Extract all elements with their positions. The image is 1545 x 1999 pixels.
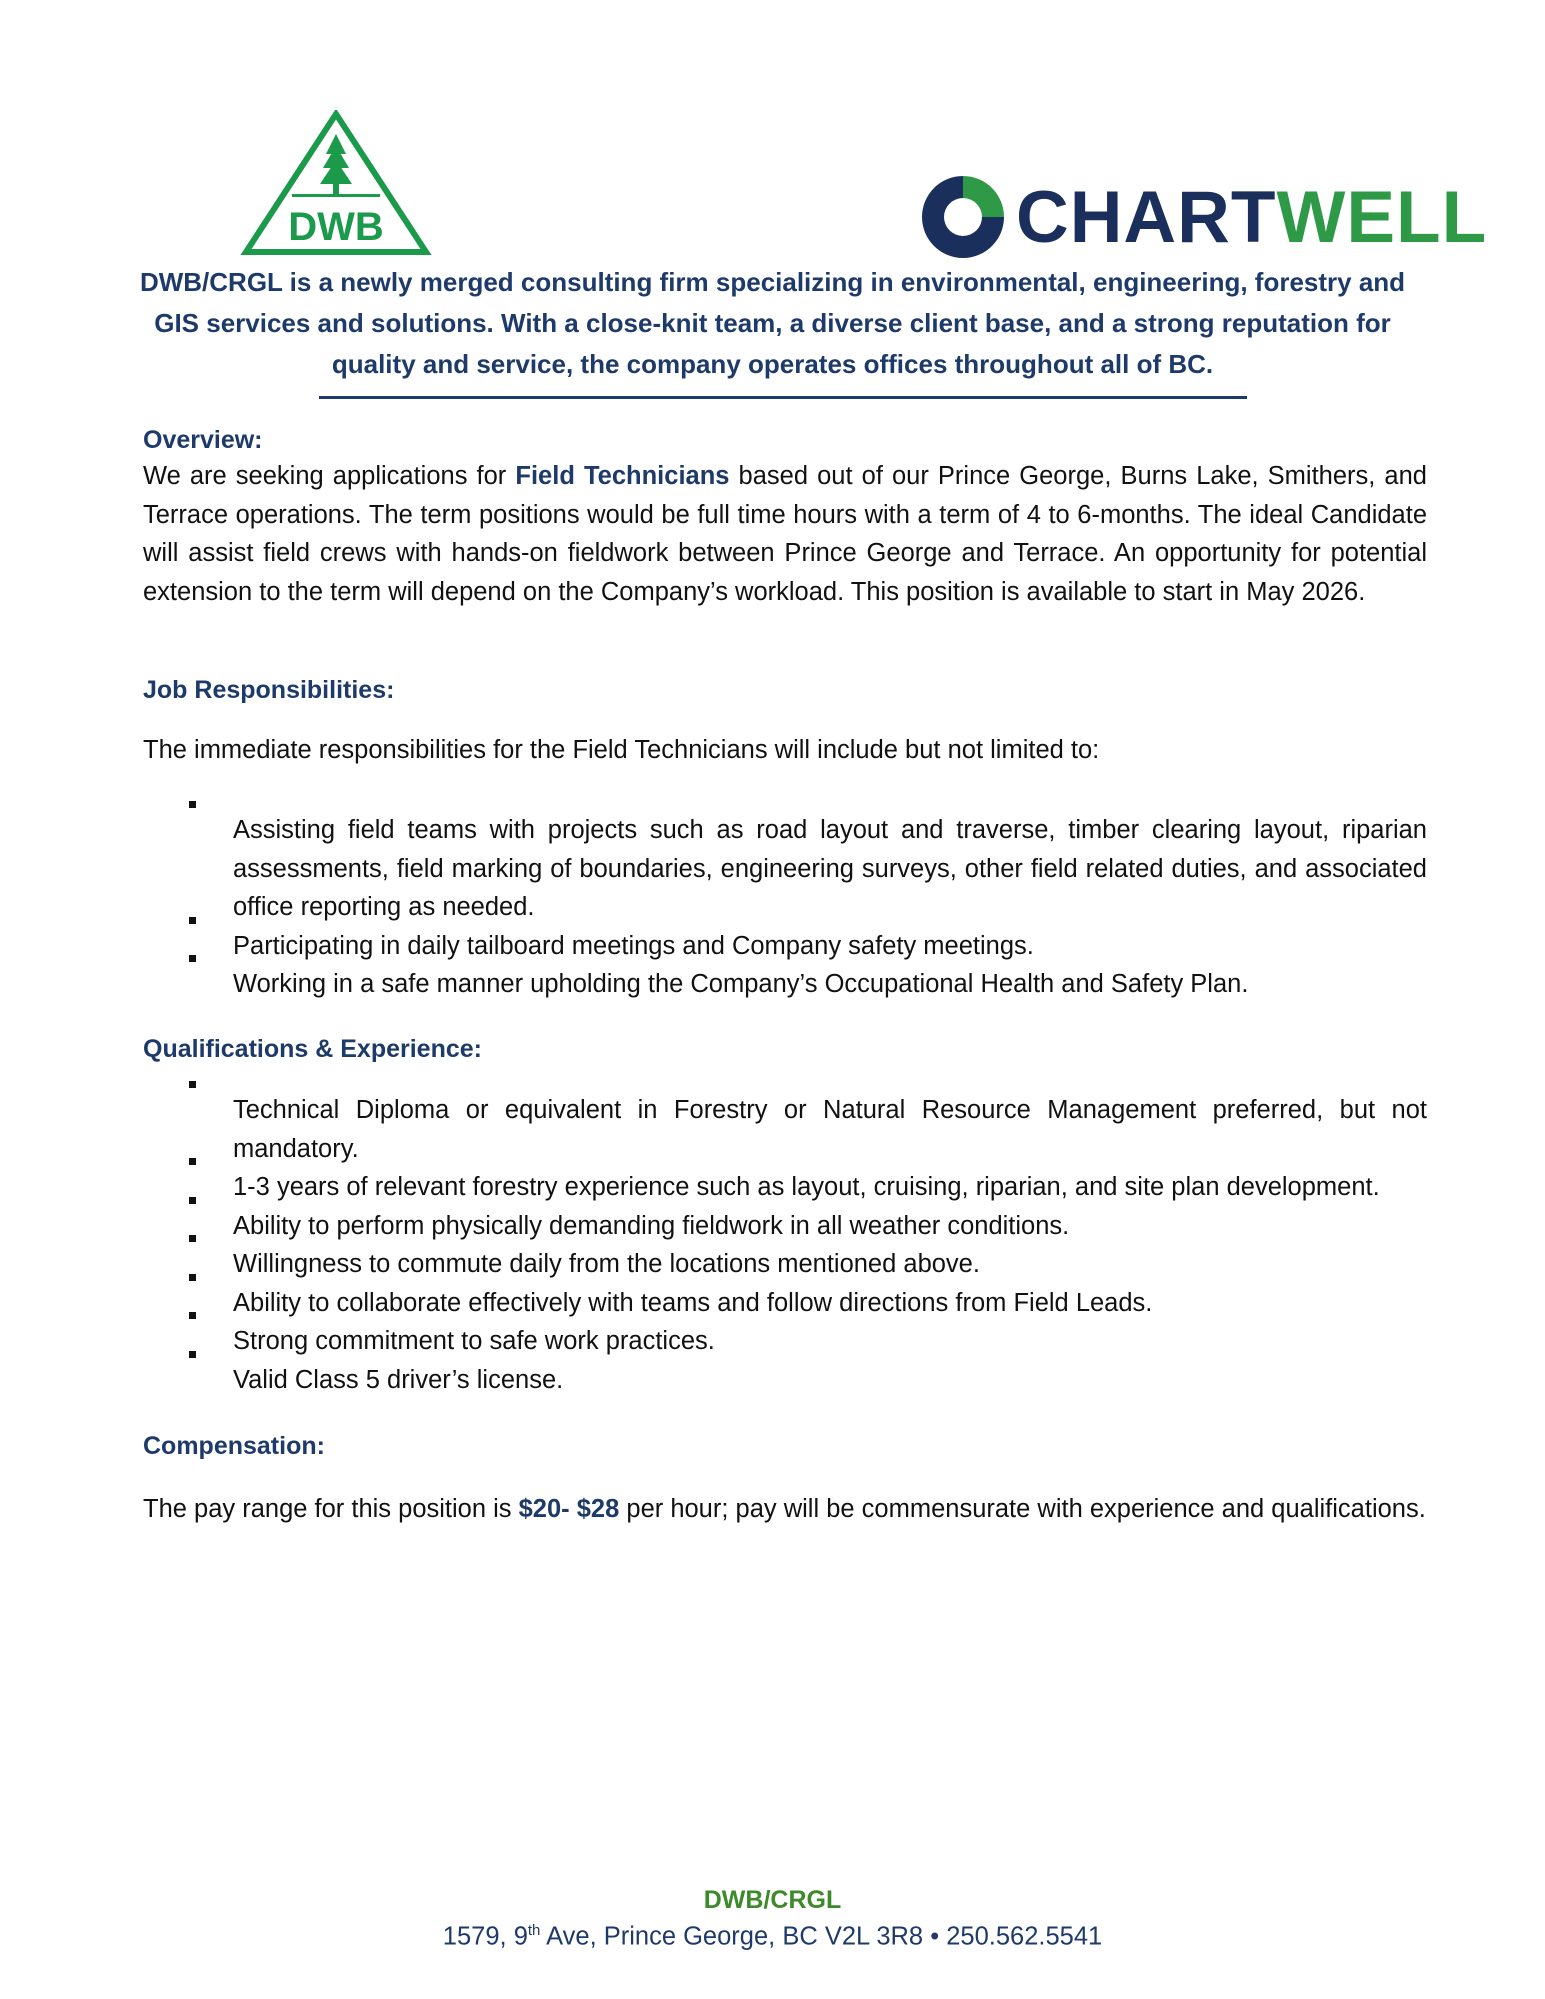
footer-address: 1579, 9th Ave, Prince George, BC V2L 3R8 • 250.562.5541 bbox=[442, 1922, 1103, 1951]
bullet-icon bbox=[189, 1235, 196, 1242]
qualifications-heading: Qualifications & Experience: bbox=[143, 1035, 482, 1063]
list-item: Strong commitment to safe work practices. bbox=[143, 1322, 1427, 1361]
pay-range: $20- $28 bbox=[518, 1495, 620, 1523]
bullet-icon bbox=[189, 1312, 196, 1319]
list-item: Ability to perform physically demanding fieldwork in all weather conditions. bbox=[143, 1207, 1427, 1246]
bullet-icon bbox=[189, 917, 196, 924]
chartwell-c-icon bbox=[918, 172, 1008, 262]
responsibilities-heading: Job Responsibilities: bbox=[143, 676, 395, 704]
bullet-icon bbox=[189, 1274, 196, 1281]
qualifications-list bbox=[143, 1091, 1427, 1399]
bullet-icon bbox=[189, 1351, 196, 1358]
bullet-icon bbox=[189, 1081, 196, 1088]
svg-text:DWB: DWB bbox=[288, 205, 384, 249]
bullet-icon bbox=[189, 1158, 196, 1165]
dwb-logo bbox=[240, 110, 432, 258]
company-intro: DWB/CRGL is a newly merged consulting firm specializing in environmental, engineering, forestry and GIS services and solutions. With a close-knit team, a diverse client base, and a strong reputation for quality and service, the company operates offices throughout all of BC. bbox=[139, 267, 1406, 379]
compensation-heading: Compensation: bbox=[143, 1432, 325, 1460]
chartwell-wordmark: CHARTWELL bbox=[1016, 176, 1488, 258]
position-title: Field Technicians bbox=[515, 462, 730, 490]
overview-heading: Overview: bbox=[143, 426, 263, 454]
list-item: Willingness to commute daily from the locations mentioned above. bbox=[143, 1245, 1427, 1284]
list-item: Participating in daily tailboard meetings and Company safety meetings. bbox=[143, 927, 1427, 966]
bullet-icon bbox=[189, 1197, 196, 1204]
list-item: Working in a safe manner upholding the Company’s Occupational Health and Safety Plan. bbox=[143, 965, 1427, 1004]
tree-icon bbox=[320, 134, 352, 194]
header-divider bbox=[319, 396, 1247, 399]
chartwell-logo bbox=[918, 172, 1488, 262]
list-item: Ability to collaborate effectively with teams and follow directions from Field Leads. bbox=[143, 1284, 1427, 1323]
list-item: Assisting field teams with projects such as road layout and traverse, timber clearing layout, riparian assessments, field marking of boundaries, engineering surveys, other field related duties, and associated office reporting as needed. bbox=[143, 811, 1427, 927]
list-item: 1-3 years of relevant forestry experience such as layout, cruising, riparian, and site plan development. bbox=[143, 1168, 1427, 1207]
list-item: Technical Diploma or equivalent in Forestry or Natural Resource Management preferred, but not mandatory. bbox=[143, 1091, 1427, 1168]
compensation-text: The pay range for this position is $20- $28 per hour; pay will be commensurate with experience and qualifications. bbox=[143, 1495, 1426, 1523]
responsibilities-list bbox=[143, 811, 1427, 1004]
footer-org-name: DWB/CRGL bbox=[703, 1886, 842, 1914]
overview-text: We are seeking applications for Field Technicians based out of our Prince George, Burns Lake, Smithers, and Terrace operations. The term positions would be full time hours with a term of 4 to 6-months. The ideal Candidate will assist field crews with hands-on fieldwork between Prince George and Terrace. An opportunity for potential extension to the term will depend on the Company’s workload. This position is available to start in May 2026. bbox=[143, 462, 1427, 606]
bullet-icon bbox=[189, 955, 196, 962]
list-item: Valid Class 5 driver’s license. bbox=[143, 1361, 1427, 1400]
responsibilities-intro: The immediate responsibilities for the Field Technicians will include but not limited to: bbox=[143, 736, 1100, 764]
bullet-icon bbox=[189, 801, 196, 808]
